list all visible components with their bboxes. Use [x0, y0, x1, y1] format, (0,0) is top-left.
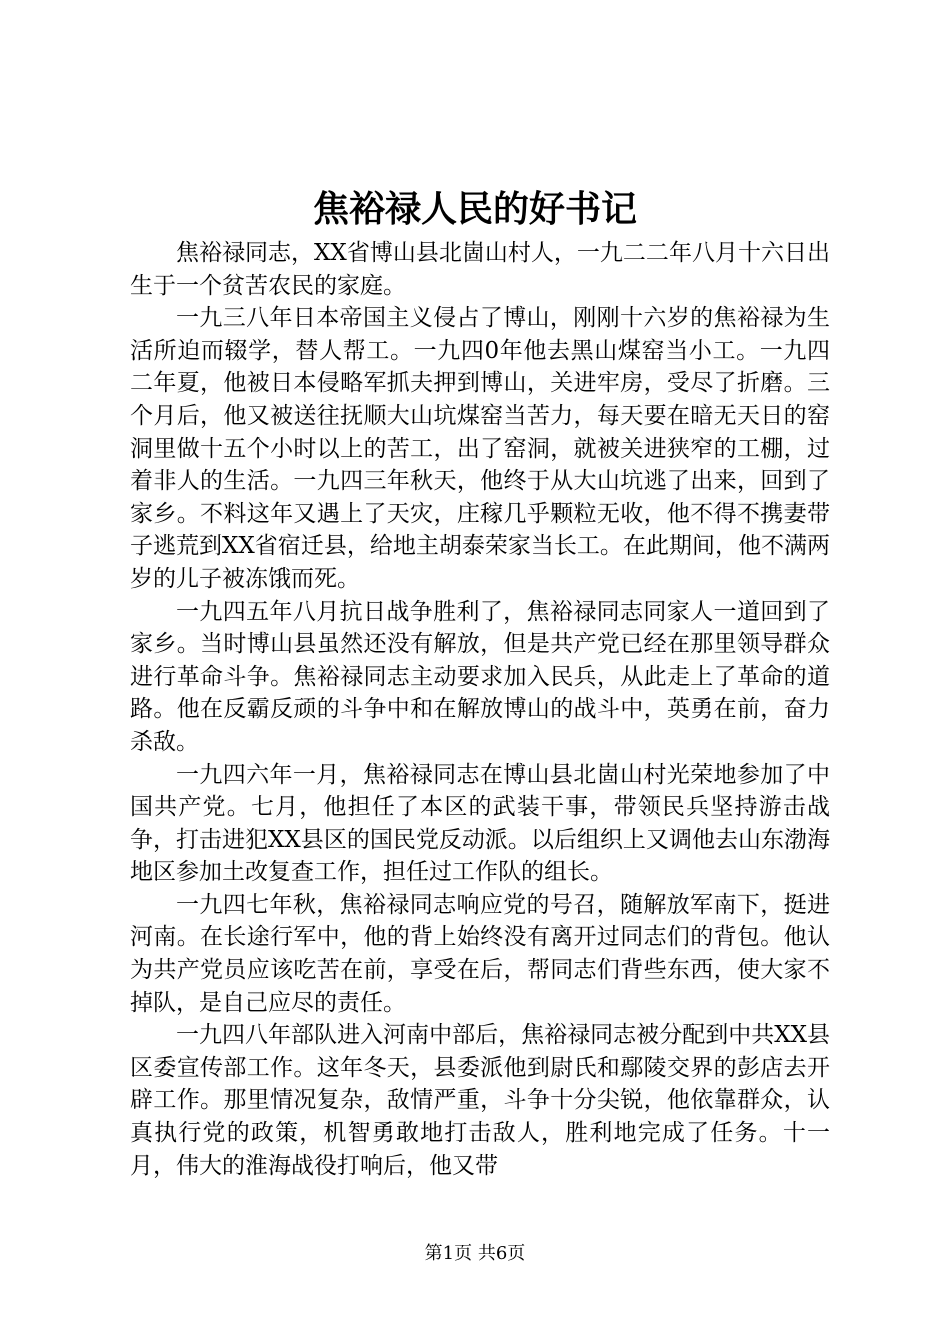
paragraph: 一九四八年部队进入河南中部后，焦裕禄同志被分配到中共XX县区委宣传部工作。这年冬天，县委派他到尉氏和鄢陵交界的彭店去开辟工作。那里情况复杂，敌情严重，斗争十分尖锐，他依靠群众，认真执行党的政策，机智勇敢地打击敌人，胜利地完成了任务。十一月，伟大的淮海战役打响后，他又带 — [130, 1022, 830, 1179]
document-title: 焦裕禄人民的好书记 — [312, 188, 637, 230]
paragraph: 一九四七年秋，焦裕禄同志响应党的号召，随解放军南下，挺进河南。在长途行军中，他的背上始终没有离开过同志们的背包。他认为共产党员应该吃苦在前，享受在后，帮同志们背些东西，使大家不掉队，是自己应尽的责任。 — [130, 891, 830, 1016]
page-number-footer: 第1页 共6页 — [424, 1243, 526, 1264]
document-body — [130, 237, 830, 1182]
paragraph: 一九四五年八月抗日战争胜利了，焦裕禄同志同家人一道回到了家乡。当时博山县虽然还没有解放，但是共产党已经在那里领导群众进行革命斗争。焦裕禄同志主动要求加入民兵，从此走上了革命的道路。他在反霸反顽的斗争中和在解放博山的战斗中，英勇在前，奋力杀敌。 — [130, 598, 830, 755]
paragraph: 一九四六年一月，焦裕禄同志在博山县北崮山村光荣地参加了中国共产党。七月，他担任了本区的武装干事，带领民兵坚持游击战争，打击进犯XX县区的国民党反动派。以后组织上又调他去山东渤海地区参加土改复查工作，担任过工作队的组长。 — [130, 761, 830, 886]
paragraph: 一九三八年日本帝国主义侵占了博山，刚刚十六岁的焦裕禄为生活所迫而辍学，替人帮工。一九四0年他去黑山煤窑当小工。一九四二年夏，他被日本侵略军抓夫押到博山，关进牢房，受尽了折磨。三个月后，他又被送往抚顺大山坑煤窑当苦力，每天要在暗无天日的窑洞里做十五个小时以上的苦工，出了窑洞，就被关进狭窄的工棚，过着非人的生活。一九四三年秋天，他终于从大山坑逃了出来，回到了家乡。不料这年又遇上了天灾，庄稼几乎颗粒无收，他不得不携妻带子逃荒到XX省宿迁县，给地主胡泰荣家当长工。在此期间，他不满两岁的儿子被冻饿而死。 — [130, 305, 830, 592]
paragraph: 焦裕禄同志，XX省博山县北崮山村人，一九二二年八月十六日出生于一个贫苦农民的家庭。 — [130, 240, 830, 299]
